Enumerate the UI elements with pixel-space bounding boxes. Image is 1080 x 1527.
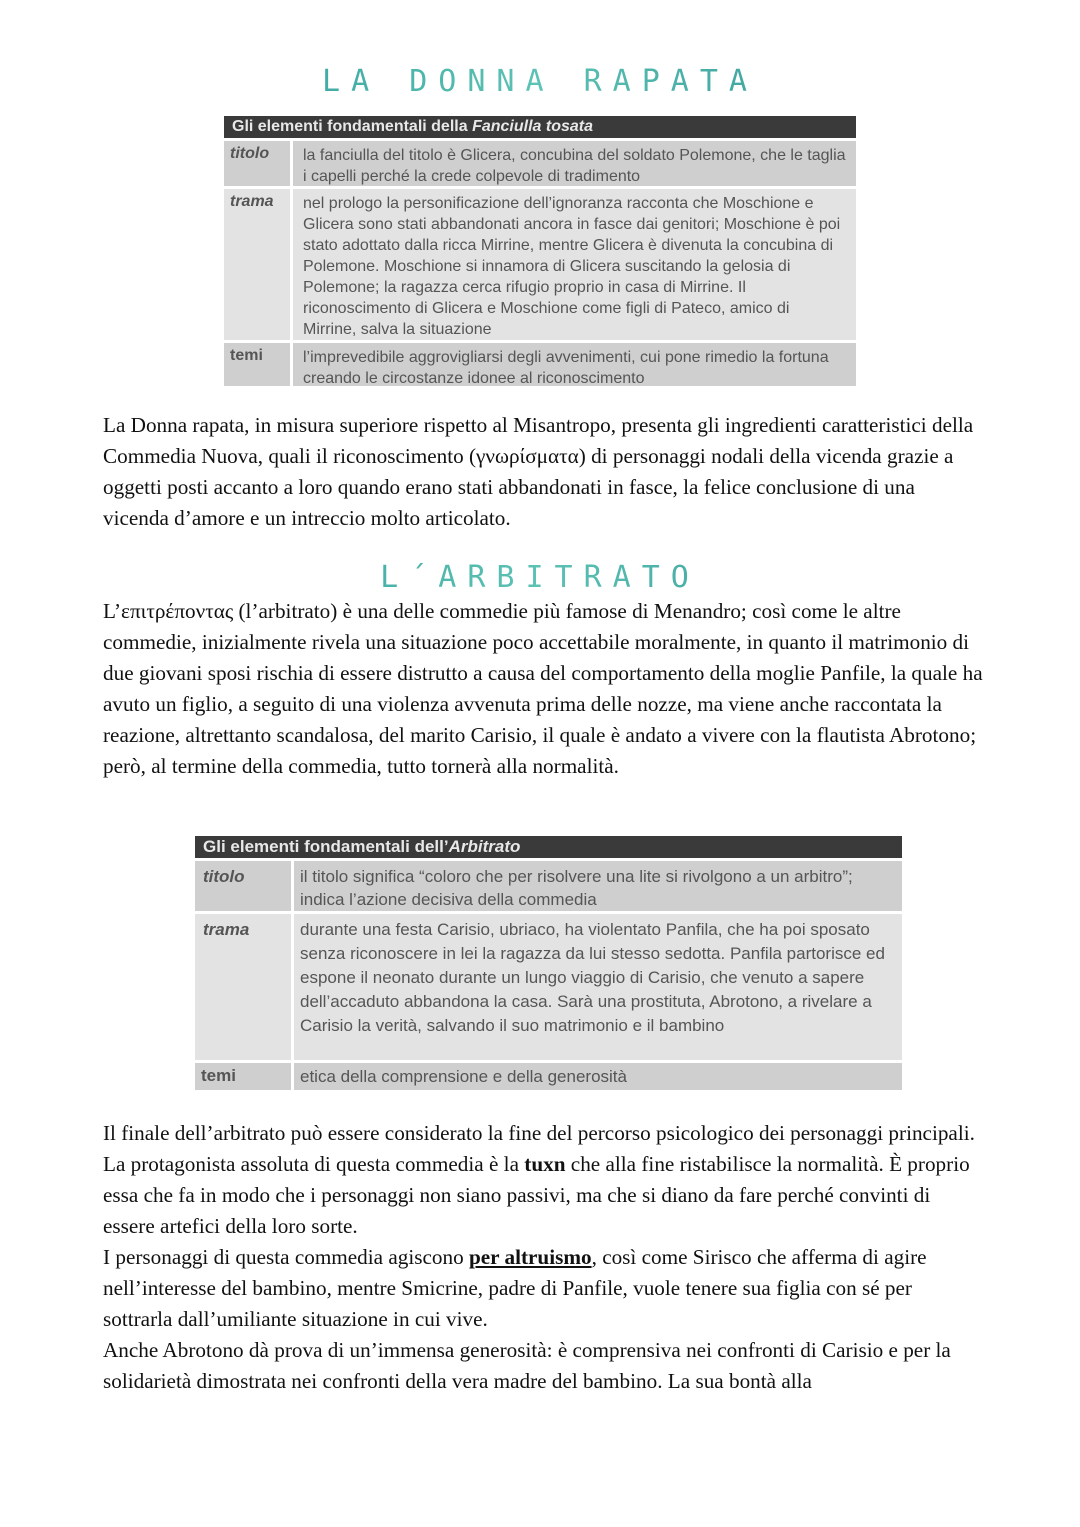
table-header — [195, 836, 902, 858]
row-value: il titolo significa “coloro che per risolvere una lite si rivolgono a un arbitro”; indica l’azione decisiva della commedia — [291, 861, 902, 911]
table-row-titolo — [224, 138, 856, 186]
row-value: l’imprevedibile aggrovigliarsi degli avvenimenti, cui pone rimedio la fortuna creando le circostanze idonee al riconoscimento — [290, 343, 856, 386]
paragraph-finale — [103, 1118, 983, 1242]
section-heading-arbitrato: L´ARBITRATO — [0, 560, 1080, 595]
table-row-temi — [224, 340, 856, 386]
table-header-title: Fanciulla tosata — [472, 118, 593, 135]
paragraph-text: I personaggi di questa commedia agiscono — [103, 1245, 469, 1269]
row-value: la fanciulla del titolo è Glicera, concubina del soldato Polemone, che le taglia i capelli perché la crede colpevole di tradimento — [290, 141, 856, 186]
underlined-term: per altruismo — [468, 1245, 592, 1269]
row-key: trama — [230, 193, 274, 210]
row-key: trama — [203, 920, 250, 939]
paragraph-arbitrato-intro: L’επιτρέποντας (l’arbitrato) è una delle commedie più famose di Menandro; così come le altre commedie, inizialmente rivela una situazione poco accettabile moralmente, in quanto il matrimonio di due giovani sposi rischia di essere distrutto a causa del comportamento della moglie Panfile, la quale ha avuto un figlio, a seguito di una violenza avvenuta prima delle nozze, ma viene anche raccontata la reazione, altrettanto scandalosa, del marito Carisio, il quale è andato a vivere con la flautista Abrotono; però, al termine della commedia, tutto tornerà alla normalità. — [103, 599, 983, 778]
row-key: titolo — [203, 867, 245, 886]
table-row-titolo — [195, 858, 902, 911]
table-row-trama — [195, 911, 902, 1060]
bold-term: tuxn — [524, 1152, 566, 1176]
table-row-trama — [224, 186, 856, 340]
row-key: titolo — [230, 145, 270, 162]
row-value: nel prologo la personificazione dell’ignoranza racconta che Moschione e Glicera sono stati abbandonati ancora in fasce dai genitori; Moschione è poi stato adottato dalla ricca Mirrine, mentre Glicera è divenuta la concubina di Polemone. Moschione si innamora di Glicera suscitando la gelosia di Polemone; la ragazza cerca rifugio proprio in casa di Mirrine. Il riconoscimento di Glicera e Moschione come figli di Pateco, amico di Mirrine, salva la situazione — [290, 189, 856, 340]
paragraph-abrotono: Anche Abrotono dà prova di un’immensa generosità: è comprensiva nei confronti di Carisio e per la solidarietà dimostrata nei confronti della vera madre del bambino. La sua bontà alla — [103, 1338, 951, 1393]
row-value: durante una festa Carisio, ubriaco, ha violentato Panfila, che ha poi sposato senza riconoscere in lei la ragazza da lui stesso sedotta. Panfila partorisce ed espone il neonato durante un lungo viaggio di Carisio, che venuto a sapere dell’accaduto abbandona la casa. Sarà una prostituta, Abrotono, a rivelare a Carisio la verità, salvando il suo matrimonio e il bambino — [291, 914, 902, 1060]
paragraph-text: , così come Sirisco che afferma di agire nell’interesse del bambino, mentre Smicrine, padre di Panfile, vuole tenere sua figlia con sé per sottrarla dall’umiliante situazione in cui vive. — [103, 1245, 927, 1331]
row-value: etica della comprensione e della generosità — [291, 1063, 902, 1090]
row-key: temi — [201, 1066, 236, 1085]
row-key: temi — [230, 347, 263, 364]
paragraph-donna-rapata: La Donna rapata, in misura superiore rispetto al Misantropo, presenta gli ingredienti caratteristici della Commedia Nuova, quali il riconoscimento (γνωρίσματα) di personaggi nodali della vicenda grazie a oggetti posti accanto a loro quando erano stati abbandonati in fasce, la felice conclusione di una vicenda d’amore e un intreccio molto articolato. — [103, 413, 974, 530]
table-arbitrato — [195, 836, 902, 1090]
table-fanciulla-tosata — [224, 116, 856, 386]
table-header-text: Gli elementi fondamentali della — [232, 118, 473, 135]
table-header — [224, 116, 856, 138]
table-header-text: Gli elementi fondamentali dell’ — [203, 837, 449, 856]
table-row-temi — [195, 1060, 902, 1090]
paragraph-text: che alla fine ristabilisce la normalità. È proprio essa che fa in modo che i personaggi non siano passivi, ma che si diano da fare perché convinti di essere artefici della loro sorte. — [103, 1152, 970, 1238]
paragraph-text: Il finale dell’arbitrato può essere considerato la fine del percorso psicologico dei personaggi principali. La protagonista assoluta di questa commedia è la — [103, 1121, 975, 1176]
paragraph-altruismo — [103, 1242, 983, 1335]
section-heading-donna-rapata: LA DONNA RAPATA — [0, 64, 1080, 99]
table-header-title: Arbitrato — [448, 837, 521, 856]
